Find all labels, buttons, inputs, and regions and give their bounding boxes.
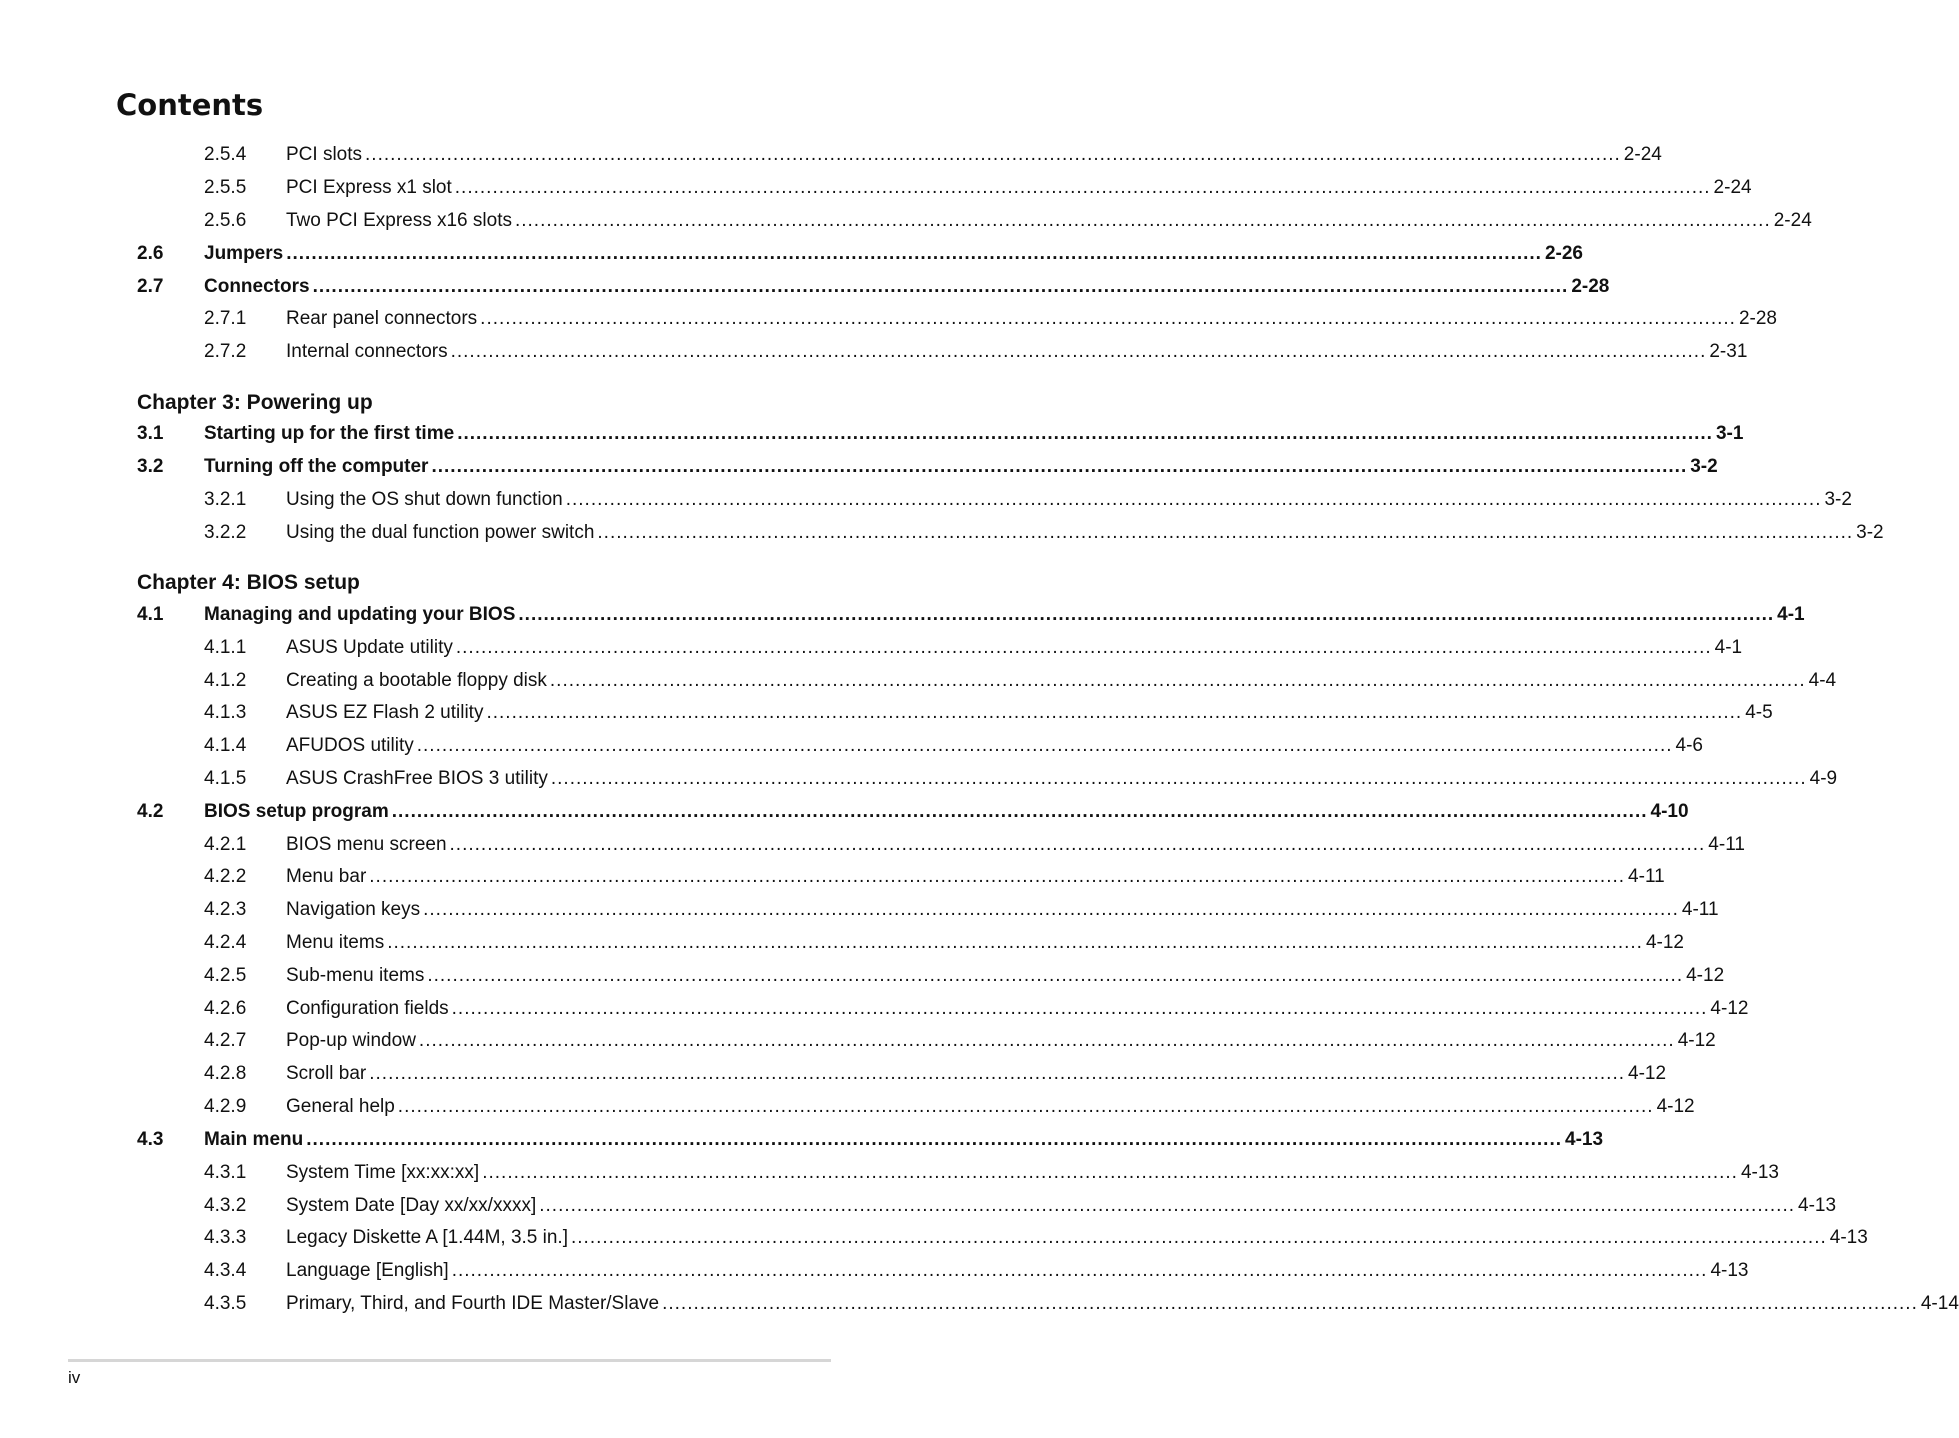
toc-entry-page: 2-24 bbox=[1773, 210, 1812, 231]
toc-dot-leader: ........................................................................................................................................................................................................ bbox=[427, 965, 1684, 986]
toc-subsection-entry[interactable] bbox=[204, 1227, 1868, 1253]
toc-entry-page: 4-11 bbox=[1708, 834, 1745, 855]
toc-subsection-entry[interactable] bbox=[204, 177, 1752, 203]
toc-subsection-entry[interactable] bbox=[204, 866, 1665, 892]
toc-section-entry[interactable] bbox=[137, 243, 1583, 269]
toc-entry-number: 3.2.1 bbox=[204, 489, 247, 510]
toc-subsection-entry[interactable] bbox=[204, 308, 1777, 334]
toc-entry-label: Navigation keys bbox=[286, 899, 421, 920]
toc-entry-number: 4.2.6 bbox=[204, 998, 247, 1019]
toc-section-entry[interactable] bbox=[137, 423, 1744, 449]
toc-dot-leader: ........................................................................................................................................................................................................ bbox=[391, 801, 1648, 822]
toc-entry-page: 4-12 bbox=[1677, 1030, 1716, 1051]
toc-subsection-entry[interactable] bbox=[204, 144, 1662, 170]
toc-entry-number: 4.3.2 bbox=[204, 1195, 247, 1216]
toc-entry-label: Starting up for the first time bbox=[204, 423, 455, 444]
toc-entry-label: PCI Express x1 slot bbox=[286, 177, 452, 198]
toc-entry-number: 2.5.6 bbox=[204, 210, 247, 231]
toc-dot-leader: ........................................................................................................................................................................................................ bbox=[482, 1162, 1738, 1183]
toc-dot-leader: ........................................................................................................................................................................................................ bbox=[387, 932, 1643, 953]
toc-entry-page: 2-24 bbox=[1713, 177, 1752, 198]
toc-subsection-entry[interactable] bbox=[204, 1293, 1959, 1319]
toc-subsection-entry[interactable] bbox=[204, 834, 1745, 860]
toc-entry-number: 4.1.5 bbox=[204, 768, 247, 789]
toc-entry-number: 4.2.4 bbox=[204, 932, 247, 953]
toc-subsection-entry[interactable] bbox=[204, 341, 1748, 367]
toc-entry-number: 4.2 bbox=[137, 801, 164, 822]
toc-entry-number: 4.3.5 bbox=[204, 1293, 247, 1314]
toc-entry-page: 4-11 bbox=[1628, 866, 1665, 887]
chapter-heading: Chapter 3: Powering up bbox=[137, 391, 373, 414]
toc-entry-number: 3.1 bbox=[137, 423, 164, 444]
toc-entry-page: 4-1 bbox=[1714, 637, 1743, 658]
toc-subsection-entry[interactable] bbox=[204, 768, 1838, 794]
toc-entry-label: AFUDOS utility bbox=[286, 735, 414, 756]
toc-entry-label: Main menu bbox=[204, 1129, 304, 1150]
toc-entry-number: 4.1.1 bbox=[204, 637, 247, 658]
toc-subsection-entry[interactable] bbox=[204, 735, 1703, 761]
toc-entry-page: 4-5 bbox=[1745, 702, 1773, 723]
toc-entry-label: Configuration fields bbox=[286, 998, 449, 1019]
toc-dot-leader: ........................................................................................................................................................................................................ bbox=[451, 998, 1708, 1019]
toc-entry-number: 4.3 bbox=[137, 1129, 164, 1150]
toc-subsection-entry[interactable] bbox=[204, 1030, 1716, 1056]
toc-entry-label: Sub-menu items bbox=[286, 965, 425, 986]
toc-entry-label: Connectors bbox=[204, 276, 310, 297]
toc-entry-label: Primary, Third, and Fourth IDE Master/Slave bbox=[286, 1293, 660, 1314]
toc-entry-page: 4-9 bbox=[1809, 768, 1838, 789]
toc-entry-number: 4.3.3 bbox=[204, 1227, 247, 1248]
toc-entry-page: 4-12 bbox=[1686, 965, 1725, 986]
toc-entry-page: 4-14 bbox=[1920, 1293, 1959, 1314]
toc-entry-number: 4.1.3 bbox=[204, 702, 247, 723]
toc-entry-number: 3.2.2 bbox=[204, 522, 247, 543]
toc-subsection-entry[interactable] bbox=[204, 1162, 1779, 1188]
toc-entry-number: 4.2.1 bbox=[204, 834, 247, 855]
toc-entry-page: 2-28 bbox=[1738, 308, 1777, 329]
toc-entry-page: 4-13 bbox=[1565, 1129, 1604, 1150]
toc-dot-leader: ........................................................................................................................................................................................................ bbox=[312, 276, 1569, 297]
toc-subsection-entry[interactable] bbox=[204, 1260, 1749, 1286]
toc-entry-number: 2.5.4 bbox=[204, 144, 247, 165]
toc-entry-label: System Date [Day xx/xx/xxxx] bbox=[286, 1195, 537, 1216]
toc-dot-leader: ........................................................................................................................................................................................................ bbox=[550, 768, 1807, 789]
toc-entry-page: 4-13 bbox=[1798, 1195, 1837, 1216]
toc-dot-leader: ........................................................................................................................................................................................................ bbox=[518, 604, 1775, 625]
toc-dot-leader: ........................................................................................................................................................................................................ bbox=[416, 735, 1673, 756]
toc-entry-page: 4-12 bbox=[1645, 932, 1684, 953]
toc-dot-leader: ........................................................................................................................................................................................................ bbox=[423, 899, 1679, 920]
toc-subsection-entry[interactable] bbox=[204, 637, 1743, 663]
toc-entry-page: 4-11 bbox=[1681, 899, 1719, 920]
toc-subsection-entry[interactable] bbox=[204, 1096, 1695, 1122]
toc-subsection-entry[interactable] bbox=[204, 965, 1725, 991]
toc-section-entry[interactable] bbox=[137, 1129, 1604, 1155]
toc-dot-leader: ........................................................................................................................................................................................................ bbox=[565, 489, 1822, 510]
toc-entry-page: 4-13 bbox=[1829, 1227, 1868, 1248]
footer-page-number: iv bbox=[68, 1368, 81, 1387]
toc-entry-label: Menu bar bbox=[286, 866, 367, 887]
toc-dot-leader: ........................................................................................................................................................................................................ bbox=[418, 1030, 1675, 1051]
toc-dot-leader: ........................................................................................................................................................................................................ bbox=[549, 670, 1806, 691]
toc-entry-number: 4.2.8 bbox=[204, 1063, 247, 1084]
toc-section-entry[interactable] bbox=[137, 604, 1805, 630]
toc-dot-leader: ........................................................................................................................................................................................................ bbox=[514, 210, 1771, 231]
toc-dot-leader: ........................................................................................................................................................................................................ bbox=[486, 702, 1743, 723]
toc-entry-page: 4-12 bbox=[1656, 1096, 1695, 1117]
toc-entry-label: Rear panel connectors bbox=[286, 308, 478, 329]
toc-entry-number: 4.1.2 bbox=[204, 670, 247, 691]
toc-entry-page: 2-24 bbox=[1623, 144, 1662, 165]
toc-entry-number: 4.2.3 bbox=[204, 899, 247, 920]
toc-entry-page: 4-4 bbox=[1808, 670, 1837, 691]
toc-subsection-entry[interactable] bbox=[204, 1195, 1837, 1221]
toc-entry-label: Turning off the computer bbox=[204, 456, 429, 477]
toc-dot-leader: ........................................................................................................................................................................................................ bbox=[431, 456, 1688, 477]
toc-entry-number: 4.2.5 bbox=[204, 965, 247, 986]
toc-entry-number: 2.7 bbox=[137, 276, 164, 297]
toc-subsection-entry[interactable] bbox=[204, 670, 1837, 696]
page-title: Contents bbox=[116, 88, 264, 122]
toc-subsection-entry[interactable] bbox=[204, 210, 1812, 236]
toc-entry-page: 3-2 bbox=[1824, 489, 1852, 510]
toc-entry-label: Creating a bootable floppy disk bbox=[286, 670, 547, 691]
toc-subsection-entry[interactable] bbox=[204, 899, 1719, 925]
toc-entry-label: Two PCI Express x16 slots bbox=[286, 210, 512, 231]
toc-entry-label: ASUS EZ Flash 2 utility bbox=[286, 702, 484, 723]
toc-dot-leader: ........................................................................................................................................................................................................ bbox=[662, 1293, 1918, 1314]
toc-entry-page: 2-26 bbox=[1544, 243, 1583, 264]
toc-dot-leader: ........................................................................................................................................................................................................ bbox=[397, 1096, 1654, 1117]
toc-dot-leader: ........................................................................................................................................................................................................ bbox=[286, 243, 1542, 264]
toc-entry-label: Pop-up window bbox=[286, 1030, 416, 1051]
toc-dot-leader: ........................................................................................................................................................................................................ bbox=[306, 1129, 1562, 1150]
toc-entry-page: 2-31 bbox=[1709, 341, 1748, 362]
footer-divider bbox=[68, 1359, 831, 1362]
toc-dot-leader: ........................................................................................................................................................................................................ bbox=[369, 1063, 1626, 1084]
toc-subsection-entry[interactable] bbox=[204, 998, 1749, 1024]
toc-dot-leader: ........................................................................................................................................................................................................ bbox=[539, 1195, 1795, 1216]
toc-subsection-entry[interactable] bbox=[204, 522, 1884, 548]
toc-entry-label: General help bbox=[286, 1096, 395, 1117]
toc-entry-page: 4-13 bbox=[1740, 1162, 1779, 1183]
toc-entry-number: 4.3.4 bbox=[204, 1260, 247, 1281]
toc-entry-number: 4.2.2 bbox=[204, 866, 247, 887]
toc-entry-label: Scroll bar bbox=[286, 1063, 367, 1084]
toc-dot-leader: ........................................................................................................................................................................................................ bbox=[450, 341, 1707, 362]
toc-subsection-entry[interactable] bbox=[204, 702, 1773, 728]
toc-entry-page: 4-1 bbox=[1777, 604, 1805, 625]
toc-dot-leader: ........................................................................................................................................................................................................ bbox=[455, 637, 1712, 658]
toc-entry-number: 2.6 bbox=[137, 243, 164, 264]
toc-entry-page: 4-10 bbox=[1650, 801, 1689, 822]
toc-entry-page: 4-12 bbox=[1710, 998, 1749, 1019]
toc-entry-label: PCI slots bbox=[286, 144, 363, 165]
toc-entry-label: Menu items bbox=[286, 932, 385, 953]
toc-dot-leader: ........................................................................................................................................................................................................ bbox=[480, 308, 1736, 329]
toc-entry-number: 4.2.9 bbox=[204, 1096, 247, 1117]
toc-entry-number: 2.7.1 bbox=[204, 308, 247, 329]
toc-entry-page: 2-28 bbox=[1571, 276, 1610, 297]
toc-dot-leader: ........................................................................................................................................................................................................ bbox=[454, 177, 1711, 198]
toc-section-entry[interactable] bbox=[137, 276, 1610, 302]
toc-section-entry[interactable] bbox=[137, 801, 1689, 827]
toc-entry-label: BIOS menu screen bbox=[286, 834, 447, 855]
toc-entry-label: Managing and updating your BIOS bbox=[204, 604, 516, 625]
toc-entry-number: 2.7.2 bbox=[204, 341, 247, 362]
toc-entry-page: 4-12 bbox=[1628, 1063, 1667, 1084]
toc-entry-label: System Time [xx:xx:xx] bbox=[286, 1162, 480, 1183]
toc-entry-page: 3-2 bbox=[1856, 522, 1884, 543]
toc-entry-label: Internal connectors bbox=[286, 341, 448, 362]
toc-dot-leader: ........................................................................................................................................................................................................ bbox=[449, 834, 1706, 855]
toc-entry-number: 3.2 bbox=[137, 456, 164, 477]
toc-dot-leader: ........................................................................................................................................................................................................ bbox=[451, 1260, 1708, 1281]
toc-entry-number: 4.2.7 bbox=[204, 1030, 247, 1051]
toc-entry-page: 3-1 bbox=[1715, 423, 1744, 444]
toc-entry-label: Using the OS shut down function bbox=[286, 489, 563, 510]
toc-entry-label: ASUS Update utility bbox=[286, 637, 453, 658]
toc-entry-page: 4-6 bbox=[1675, 735, 1703, 756]
toc-entry-label: Jumpers bbox=[204, 243, 284, 264]
chapter-heading: Chapter 4: BIOS setup bbox=[137, 571, 360, 594]
toc-entry-number: 4.1.4 bbox=[204, 735, 247, 756]
toc-dot-leader: ........................................................................................................................................................................................................ bbox=[457, 423, 1713, 444]
toc-subsection-entry[interactable] bbox=[204, 1063, 1667, 1089]
toc-dot-leader: ........................................................................................................................................................................................................ bbox=[571, 1227, 1827, 1248]
toc-entry-label: Language [English] bbox=[286, 1260, 449, 1281]
toc-entry-page: 4-13 bbox=[1710, 1260, 1749, 1281]
toc-dot-leader: ........................................................................................................................................................................................................ bbox=[369, 866, 1626, 887]
toc-entry-label: Legacy Diskette A [1.44M, 3.5 in.] bbox=[286, 1227, 568, 1248]
toc-entry-label: Using the dual function power switch bbox=[286, 522, 595, 543]
toc-subsection-entry[interactable] bbox=[204, 489, 1852, 515]
toc-entry-page: 3-2 bbox=[1690, 456, 1718, 477]
toc-entry-label: BIOS setup program bbox=[204, 801, 389, 822]
toc-entry-label: ASUS CrashFree BIOS 3 utility bbox=[286, 768, 548, 789]
toc-section-entry[interactable] bbox=[137, 456, 1718, 482]
toc-entry-number: 4.3.1 bbox=[204, 1162, 247, 1183]
toc-dot-leader: ........................................................................................................................................................................................................ bbox=[597, 522, 1854, 543]
toc-entry-number: 2.5.5 bbox=[204, 177, 247, 198]
toc-subsection-entry[interactable] bbox=[204, 932, 1684, 958]
toc-dot-leader: ........................................................................................................................................................................................................ bbox=[365, 144, 1621, 165]
toc-entry-number: 4.1 bbox=[137, 604, 164, 625]
